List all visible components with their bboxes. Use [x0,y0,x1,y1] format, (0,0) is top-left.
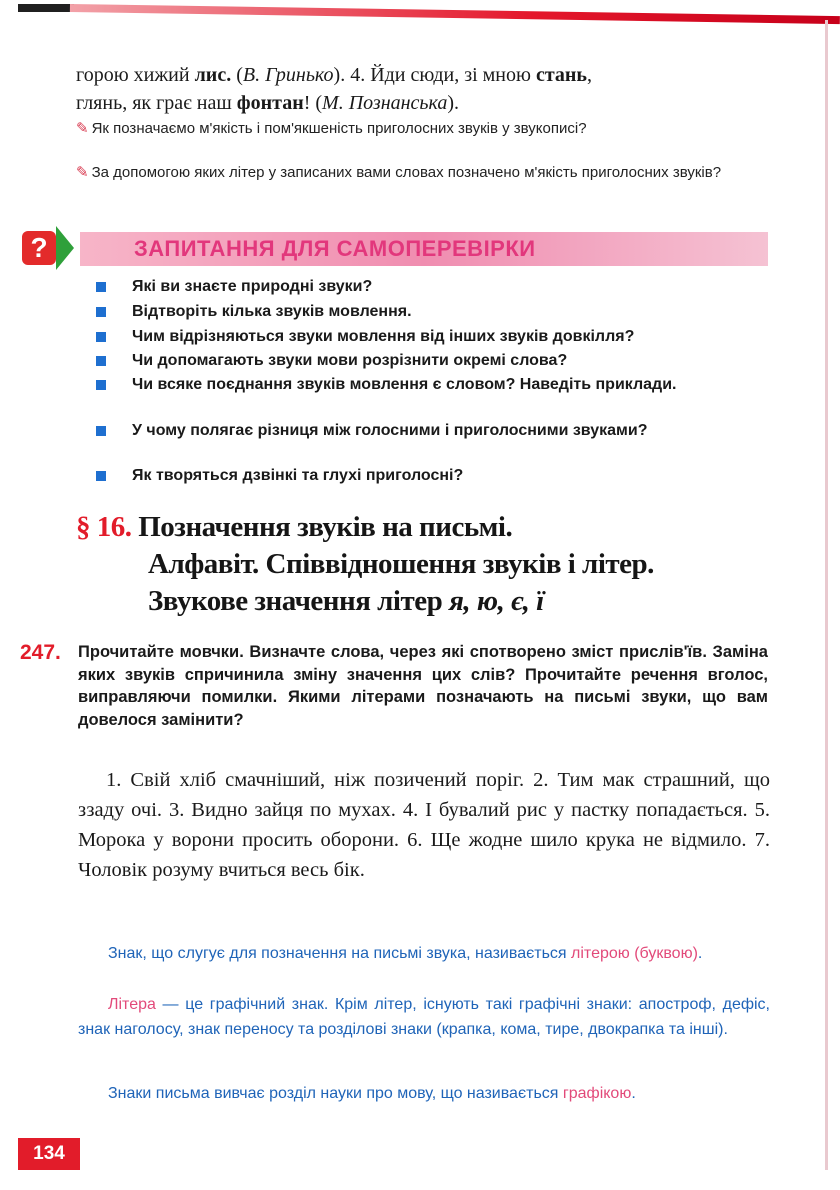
bullet-square-icon [96,426,106,436]
top-paragraph-line-1: горою хижий лис. (В. Гринько). 4. Йди сюди, зі мною стань, [76,64,592,86]
pencil-icon: ✎ [76,120,89,137]
selfcheck-item: У чому полягає різниця між голосними і приголосними звуками? [98,420,770,441]
bullet-square-icon [96,282,106,292]
section-heading-line-2: Алфавіт. Співвідношення звуків і літер. [148,548,654,580]
bullet-square-icon [96,356,106,366]
question-1: ✎ Як позначаємо м'якість і пом'якшеність приголосних звуків у звукописі? [76,120,587,137]
exercise-number: 247. [20,641,61,664]
top-dark-bar [18,4,74,12]
pencil-icon: ✎ [76,164,89,181]
selfcheck-item: Чи всяке поєднання звуків мовлення є словом? Наведіть приклади. [98,374,770,395]
bullet-square-icon [96,471,106,481]
bullet-square-icon [96,332,106,342]
selfcheck-item: Які ви знаєте природні звуки? [98,276,770,297]
rule-3: Знаки письма вивчає розділ науки про мову, що називається графікою. [108,1085,636,1102]
selfcheck-item: Відтворіть кілька звуків мовлення. [98,301,770,322]
selfcheck-item: Чи допомагають звуки мови розрізнити окремі слова? [98,350,770,371]
bullet-square-icon [96,307,106,317]
question-2: ✎ За допомогою яких літер у записаних вами словах позначено м'якість приголосних звуків? [76,164,722,181]
green-arrow-icon [56,226,74,270]
rule-1: Знак, що слугує для позначення на письмі звука, називається літерою (буквою). [108,945,703,962]
page-edge [825,20,828,1170]
selfcheck-item: Як творяться дзвінкі та глухі приголосні? [98,465,770,486]
rule-2: Літера — це графічний знак. Крім літер, існують такі графічні знаки: апостроф, дефіс, знак наголосу, знак переносу та розділові знаки (крапка, кома, тире, двокрапка та інші). [78,996,770,1038]
selfcheck-item: Чим відрізняються звуки мовлення від інших звуків довкілля? [98,326,770,347]
section-heading-line-3: Звукове значення літер я, ю, є, ї [148,585,544,617]
question-mark-icon: ? [22,231,56,265]
page-number: 134 [18,1138,80,1170]
top-red-bar [70,4,840,24]
selfcheck-title: ЗАПИТАННЯ ДЛЯ САМОПЕРЕВІРКИ [134,236,536,261]
exercise-task: Прочитайте мовчки. Визначте слова, через які спотворено зміст прислів'їв. Заміна яких звуків спричинила зміну значення цих слів? Прочитайте речення вголос, виправляючи помилки. Якими літерами позначають на письмі звуки, що вам довелося замінити? [78,643,768,729]
bullet-square-icon [96,380,106,390]
exercise-proverbs: 1. Свій хліб смачніший, ніж позичений поріг. 2. Тим мак страшний, що ззаду очі. 3. Видно зайця по мухах. 4. І бувалий рис у пастку попадається. 5. Морока у ворони просить оборони. 6. Ще жодне шило крука не відмило. 7. Чоловік розуму вчиться весь бік. [78,769,770,881]
top-paragraph-line-2: глянь, як грає наш фонтан! (М. Познанська). [76,92,460,114]
section-heading-line-1: § 16. Позначення звуків на письмі. [76,511,513,543]
